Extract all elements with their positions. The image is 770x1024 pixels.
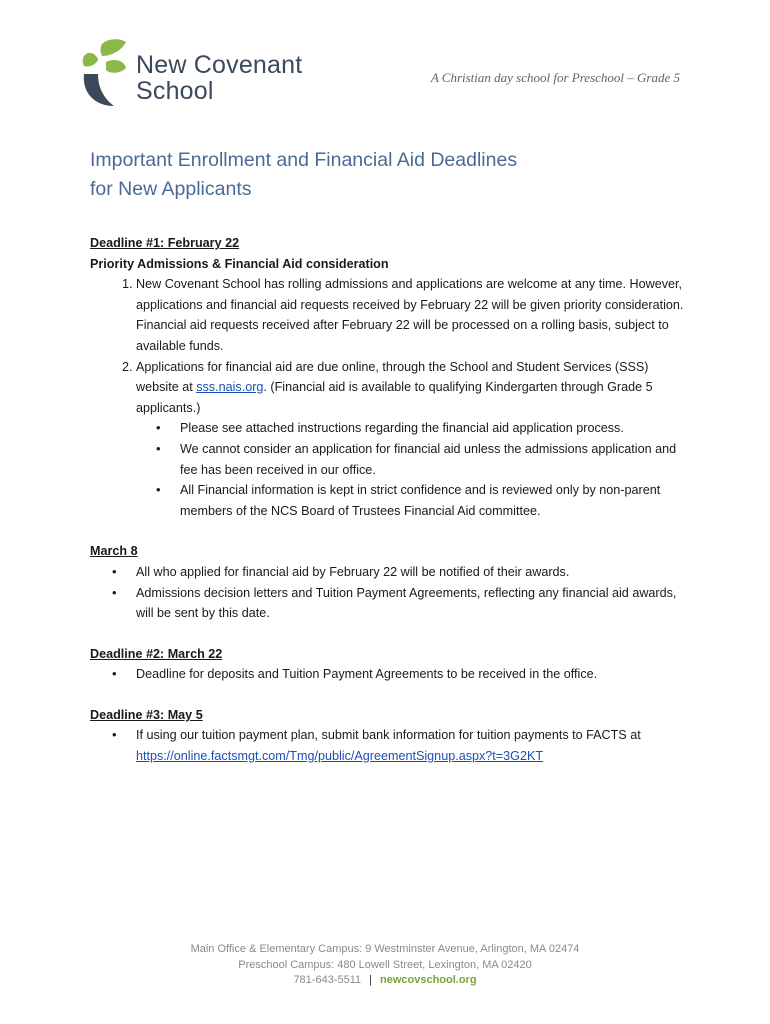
march-8-list [90,562,685,624]
logo-line-2: School [136,77,214,105]
footer-phone: 781-643-5511 [293,974,362,986]
page-footer [0,942,770,989]
footer-preschool: Preschool Campus: 480 Lowell Street, Lexington, MA 02420 [238,958,532,971]
list-item-text: New Covenant School has rolling admissions and applications are welcome at any time. However, applications and financial aid requests received by February 22 will be given priority consideration. Financial aid requests received after February 22 will be processed on a rolling basis, subject to available funds. [136,277,684,353]
list-item-text: Applications for financial aid are due online, through the School and Student Services (SSS) website at [136,359,649,395]
title-line-2: for New Applicants [90,178,252,200]
leaf-logo-icon [80,36,136,108]
list-item: • Admissions decision letters and Tuition Payment Agreements, reflecting any financial aid awards, will be sent by this date. [136,583,685,624]
deadline-1-section [90,233,685,521]
list-item [136,357,685,522]
footer-website[interactable]: newcovschool.org [379,974,477,986]
list-item: • All Financial information is kept in strict confidence and is reviewed only by non-parent members of the NCS Board of Trustees Financial Aid committee. [180,480,685,521]
deadline-3-section [90,705,685,767]
deadline-3-heading: Deadline #3: May 5 [90,707,203,722]
list-item-text: If using our tuition payment plan, submit bank information for tuition payments to FACTS at [136,728,641,743]
document-body [90,233,685,767]
deadline-1-subheading: Priority Admissions & Financial Aid consideration [90,256,389,271]
deadline-2-list [90,664,685,685]
deadline-1-list [90,274,685,521]
list-item [136,274,685,356]
list-item: • Please see attached instructions regarding the financial aid application process. [180,418,685,439]
list-item-text: . (Financial aid is available to qualifying Kindergarten through Grade 5 applicants.) [136,380,653,415]
logo-wordmark [136,52,302,104]
financial-aid-notes [136,418,685,521]
footer-contact [0,973,770,989]
deadline-1-heading: Deadline #1: February 22 [90,236,240,250]
page-title [90,146,517,204]
list-item: • Deadline for deposits and Tuition Payment Agreements to be received in the office. [136,664,685,685]
list-item: • All who applied for financial aid by February 22 will be notified of their awards. [136,562,685,583]
footer-main-office: Main Office & Elementary Campus: 9 Westminster Avenue, Arlington, MA 02474 [190,943,580,955]
deadline-3-list [90,725,685,766]
march-8-heading: March 8 [90,544,138,559]
march-8-section [90,541,685,623]
logo-line-1: New Covenant [136,51,303,79]
deadline-2-section [90,644,685,685]
list-item: • We cannot consider an application for financial aid unless the admissions application and fee has been received in our office. [180,439,685,480]
footer-separator: | [369,974,372,986]
list-item [136,725,685,766]
deadline-2-heading: Deadline #2: March 22 [90,646,223,661]
facts-link[interactable]: https://online.factsmgt.com/Tmg/public/AgreementSignup.aspx?t=3G2KT [136,749,544,764]
school-logo [80,36,320,108]
tagline: A Christian day school for Preschool – Grade 5 [430,70,680,85]
sss-link[interactable]: sss.nais.org [196,380,264,395]
title-line-1: Important Enrollment and Financial Aid Deadlines [90,149,518,171]
